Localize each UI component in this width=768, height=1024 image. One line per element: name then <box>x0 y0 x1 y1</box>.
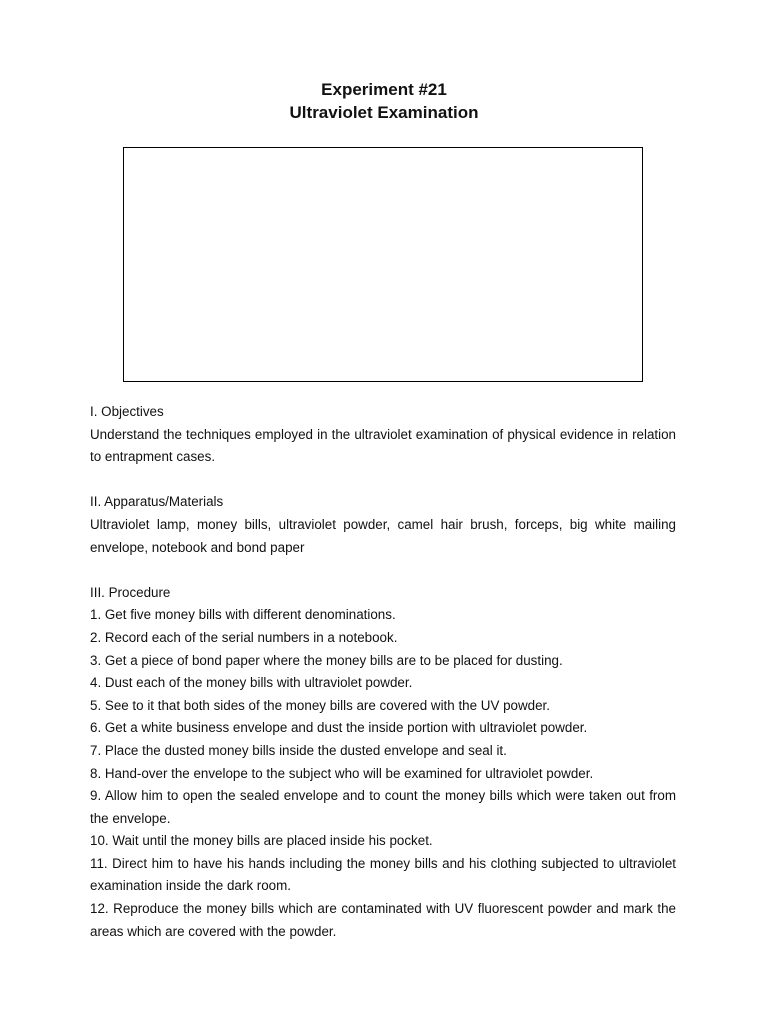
procedure-step: 3. Get a piece of bond paper where the money bills are to be placed for dusting. <box>90 652 563 668</box>
procedure-step: 2. Record each of the serial numbers in a notebook. <box>90 629 398 645</box>
image-placeholder-box <box>123 147 643 382</box>
procedure-step: 1. Get five money bills with different denominations. <box>90 607 396 623</box>
procedure-step: 9. Allow him to open the sealed envelope and to count the money bills which were taken out from the envelope. <box>90 788 676 826</box>
experiment-number: Experiment #21 <box>321 80 447 99</box>
procedure-section <box>90 582 676 944</box>
apparatus-text: Ultraviolet lamp, money bills, ultraviolet powder, camel hair brush, forceps, big white mailing envelope, notebook and bond paper <box>90 516 676 555</box>
objectives-heading: I. Objectives <box>90 404 164 419</box>
apparatus-heading: II. Apparatus/Materials <box>90 494 224 510</box>
apparatus-section <box>90 491 676 559</box>
objectives-section <box>90 401 676 469</box>
procedure-step: 5. See to it that both sides of the money bills are covered with the UV powder. <box>90 697 551 713</box>
procedure-step: 11. Direct him to have his hands including the money bills and his clothing subjected to ultraviolet examination inside the dark room. <box>90 855 676 894</box>
document-body <box>90 401 676 966</box>
objectives-text: Understand the techniques employed in the ultraviolet examination of physical evidence in relation to entrapment cases. <box>90 426 676 465</box>
procedure-step: 10. Wait until the money bills are placed inside his pocket. <box>90 833 433 849</box>
procedure-heading: III. Procedure <box>90 584 171 600</box>
procedure-step: 8. Hand-over the envelope to the subject who will be examined for ultraviolet powder. <box>90 765 594 781</box>
procedure-step: 4. Dust each of the money bills with ultraviolet powder. <box>90 675 413 691</box>
page-title <box>0 78 768 124</box>
procedure-step: 12. Reproduce the money bills which are contaminated with UV fluorescent powder and mark the areas which are covered with the powder. <box>90 901 676 939</box>
procedure-step: 6. Get a white business envelope and dust the inside portion with ultraviolet powder. <box>90 720 588 736</box>
procedure-step: 7. Place the dusted money bills inside the dusted envelope and seal it. <box>90 742 507 758</box>
experiment-name: Ultraviolet Examination <box>289 103 479 122</box>
procedure-steps <box>90 604 676 943</box>
